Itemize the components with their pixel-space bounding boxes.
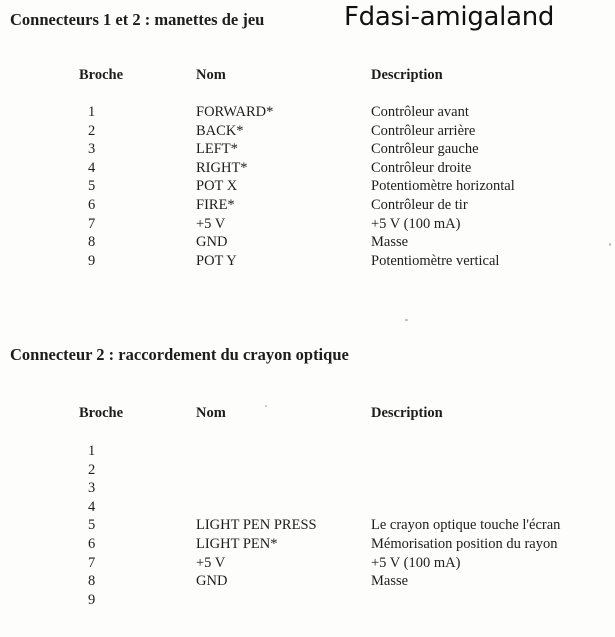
scan-speck: [609, 243, 611, 246]
pin-number: 6: [88, 196, 96, 213]
section-1-header-pin: Broche: [79, 67, 124, 83]
pin-number: 5: [88, 517, 96, 534]
pin-number: 2: [88, 122, 96, 139]
pin-name: POT X: [196, 178, 238, 195]
section-2-title: Connecteur 2 : raccordement du crayon optique: [10, 345, 349, 364]
section-1-title: Connecteurs 1 et 2 : manettes de jeu: [10, 10, 265, 29]
pin-name: POT Y: [196, 252, 237, 269]
pin-description: Contrôleur de tir: [371, 196, 468, 213]
table-row: [0, 443, 615, 462]
pin-name: LIGHT PEN PRESS: [196, 517, 317, 534]
pin-name: FORWARD*: [196, 104, 274, 120]
table-row: [0, 234, 615, 253]
pin-number: 3: [88, 480, 96, 497]
pin-name: GND: [196, 234, 228, 251]
section-2-header-pin: Broche: [79, 405, 124, 421]
pin-number: 9: [88, 591, 96, 608]
pin-name: LEFT*: [196, 141, 238, 158]
scan-speck: [265, 405, 267, 407]
section-2-header-name: Nom: [196, 405, 226, 421]
section-1-header-description: Description: [371, 67, 443, 83]
pin-description: Contrôleur gauche: [371, 141, 479, 158]
table-row: [0, 592, 615, 611]
pin-description: Mémorisation position du rayon: [371, 535, 558, 552]
pin-description: Potentiomètre horizontal: [371, 178, 515, 195]
table-row: [0, 123, 615, 142]
pin-description: Le crayon optique touche l'écran: [371, 517, 561, 534]
table-row: [0, 573, 615, 592]
pin-number: 3: [88, 141, 96, 158]
pin-number: 1: [88, 104, 96, 120]
pin-description: +5 V (100 mA): [371, 215, 461, 232]
table-row: [0, 160, 615, 179]
table-row: [0, 517, 615, 536]
table-row: [0, 141, 615, 160]
pin-number: 4: [88, 159, 96, 176]
section-2-header-description: Description: [371, 405, 443, 421]
pin-description: Masse: [371, 573, 409, 590]
pin-description: Contrôleur arrière: [371, 122, 476, 139]
pin-description: +5 V (100 mA): [371, 554, 461, 571]
watermark-label: Fdasi-amigaland: [344, 2, 555, 32]
pin-number: 2: [88, 461, 96, 478]
table-row: [0, 462, 615, 481]
pin-name: RIGHT*: [196, 159, 248, 176]
table-row: [0, 197, 615, 216]
table-row: [0, 216, 615, 235]
pin-name: +5 V: [196, 215, 226, 232]
pin-number: 1: [88, 443, 96, 459]
table-row: [0, 104, 615, 123]
scan-speck: [405, 319, 408, 321]
section-2-pin-table: [0, 443, 615, 610]
pin-description: Masse: [371, 234, 409, 251]
table-row: [0, 555, 615, 574]
pin-number: 5: [88, 178, 96, 195]
table-row: [0, 253, 615, 272]
pin-name: BACK*: [196, 122, 244, 139]
pin-number: 8: [88, 573, 96, 590]
pin-number: 7: [88, 215, 96, 232]
pin-name: +5 V: [196, 554, 226, 571]
section-1-pin-table: [0, 104, 615, 271]
pin-description: Potentiomètre vertical: [371, 252, 500, 269]
pin-number: 7: [88, 554, 96, 571]
pin-name: LIGHT PEN*: [196, 535, 278, 552]
pin-number: 9: [88, 252, 96, 269]
pin-number: 4: [88, 498, 96, 515]
pin-description: Contrôleur droite: [371, 159, 472, 176]
table-row: [0, 480, 615, 499]
section-1-header-name: Nom: [196, 67, 226, 83]
pin-number: 8: [88, 234, 96, 251]
pin-description: Contrôleur avant: [371, 104, 469, 120]
table-row: [0, 536, 615, 555]
pin-name: FIRE*: [196, 196, 235, 213]
pin-number: 6: [88, 535, 96, 552]
table-row: [0, 178, 615, 197]
pin-name: GND: [196, 573, 228, 590]
table-row: [0, 499, 615, 518]
